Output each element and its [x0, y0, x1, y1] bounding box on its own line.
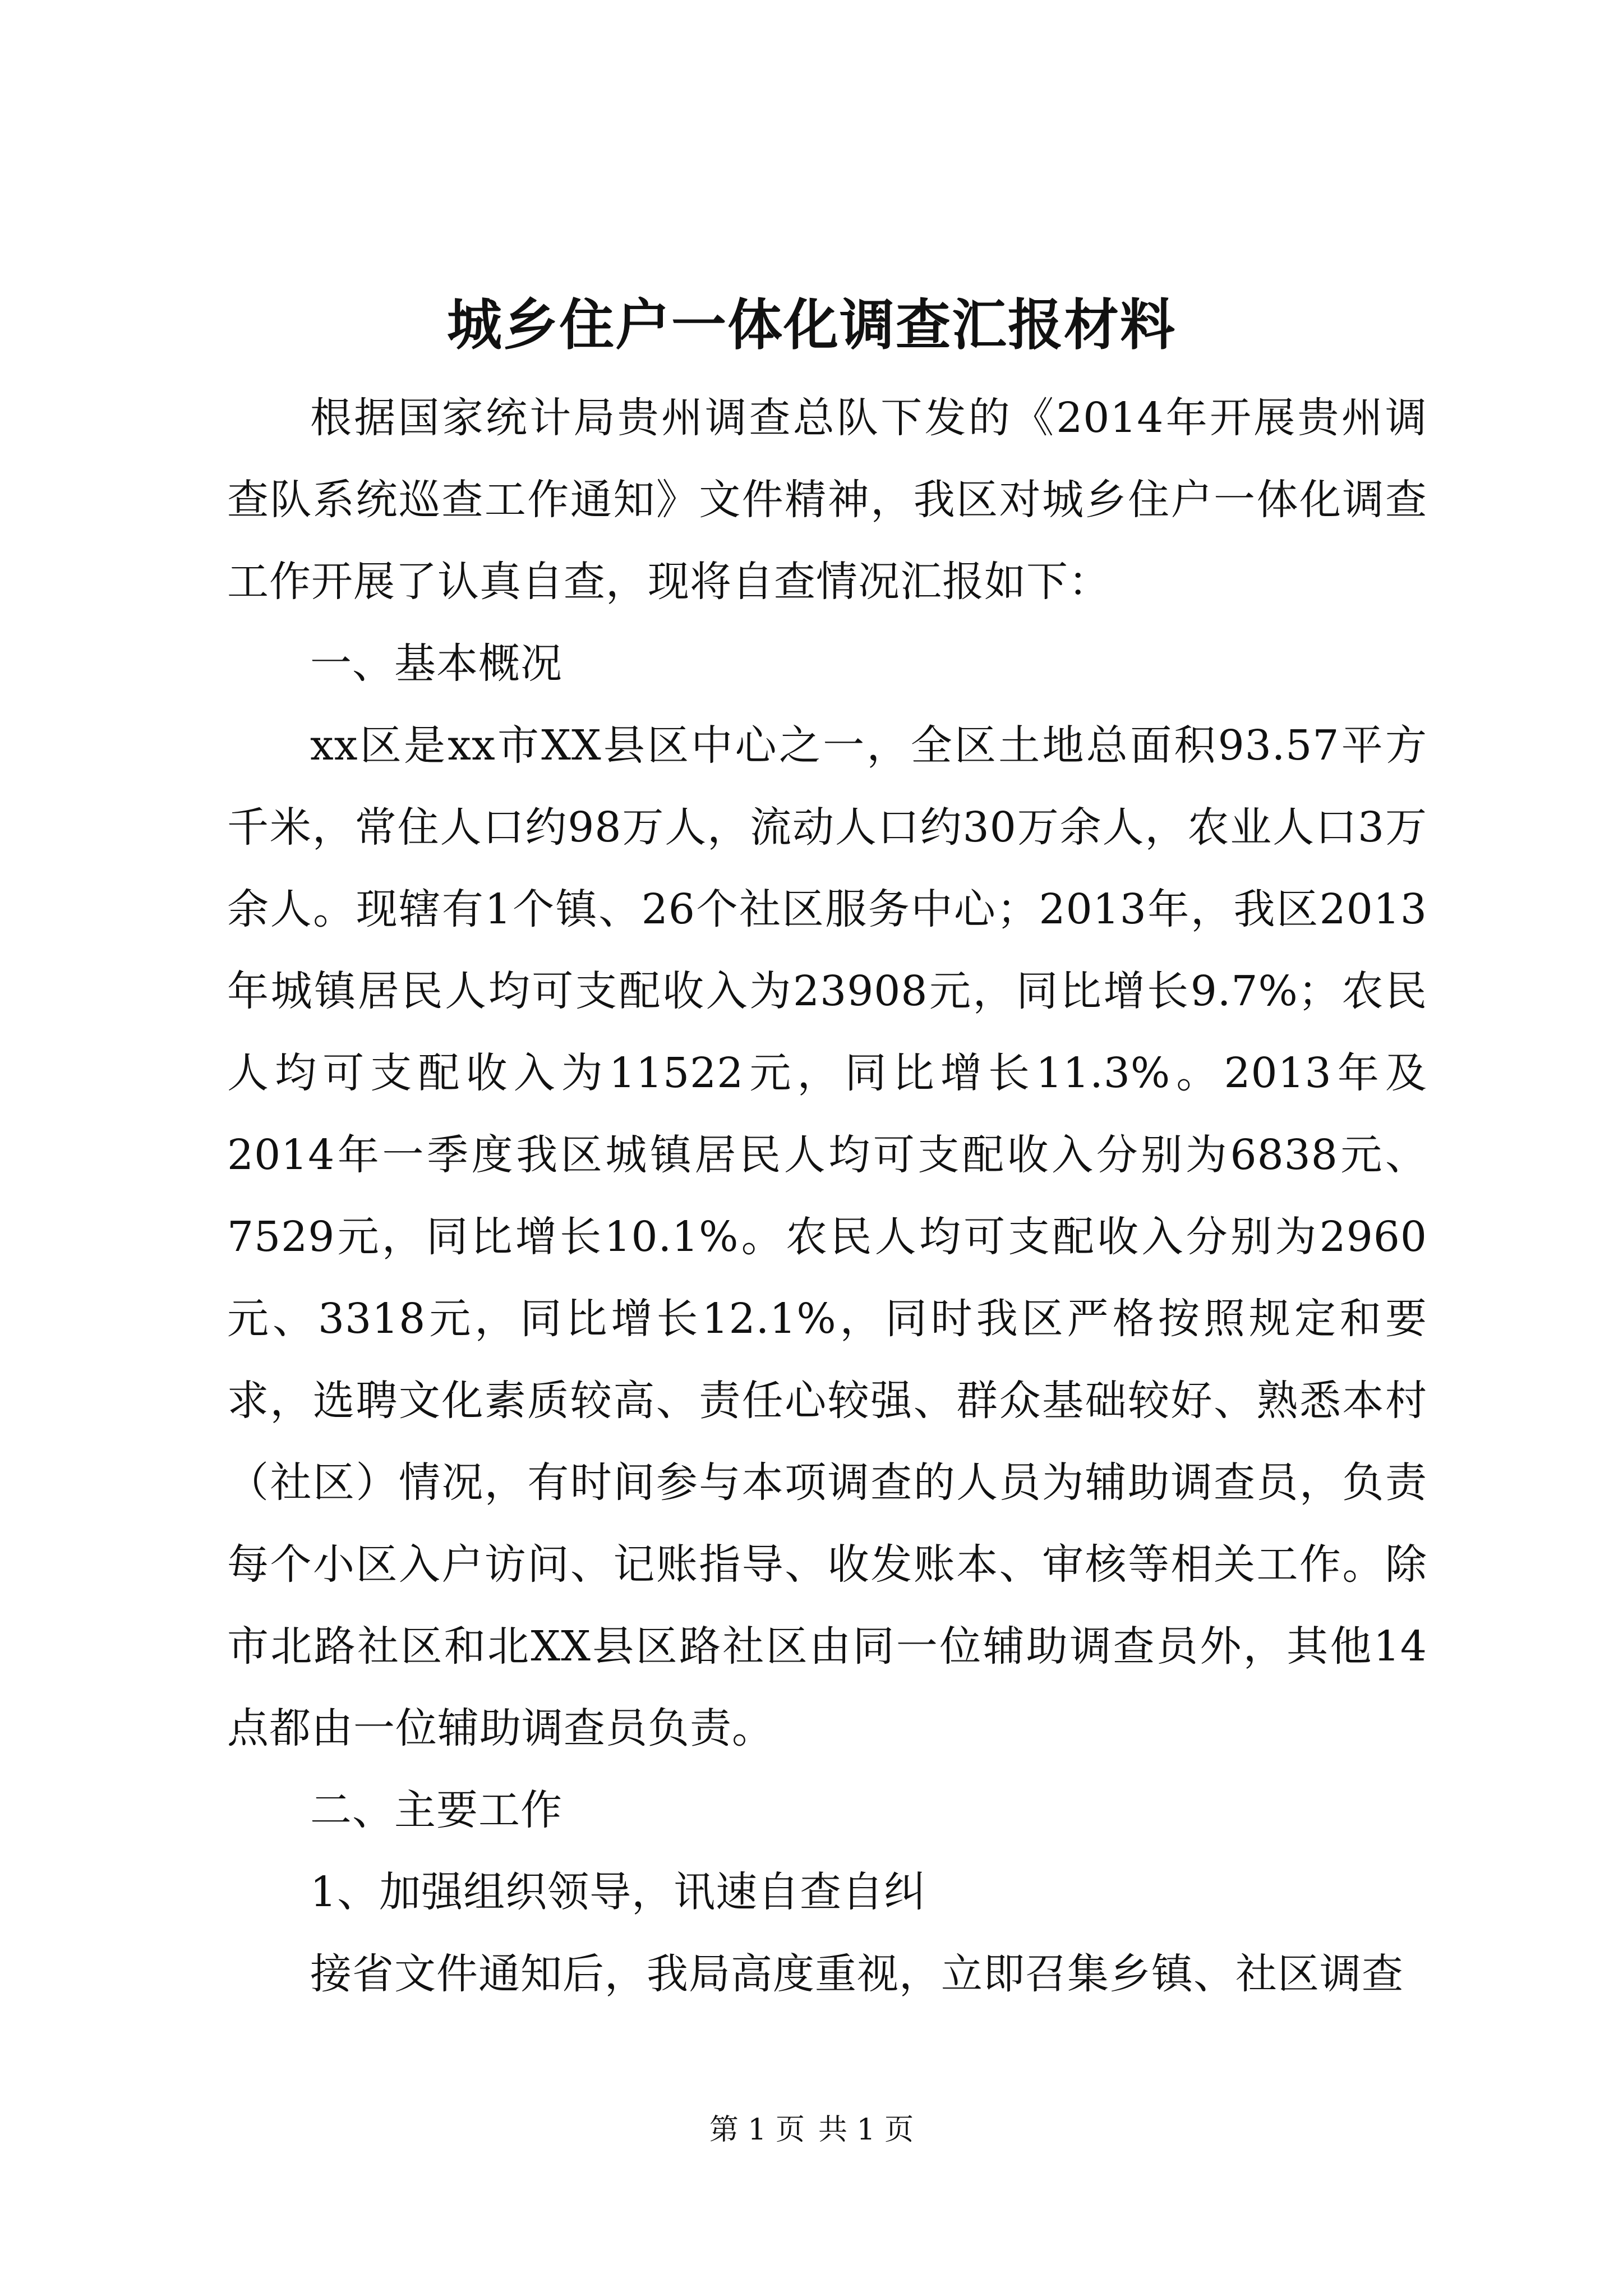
subsection-heading-leadership: 1、加强组织领导，讯速自查自纠 — [310, 1868, 926, 1916]
intro-paragraph: 根据国家统计局贵州调查总队下发的《2014年开展贵州调查队系统巡查工作通知》文件精神，我区对城乡住户一体化调查工作开展了认真自查，现将自查情况汇报如下： — [227, 394, 1427, 606]
page-footer — [0, 2110, 1623, 2150]
document-title: 城乡住户一体化调查汇报材料 — [446, 293, 1176, 357]
section-heading-overview: 一、基本概况 — [310, 639, 562, 688]
page-number: 第 1 页 — [709, 2113, 805, 2147]
page-total: 共 1 页 — [818, 2113, 914, 2147]
leadership-paragraph: 接省文件通知后，我局高度重视，立即召集乡镇、社区调查 — [310, 1950, 1404, 1998]
document-body — [227, 377, 1427, 2015]
section-heading-main-work: 二、主要工作 — [310, 1786, 562, 1834]
overview-paragraph: xx区是xx市XX县区中心之一，全区土地总面积93.57平方千米，常住人口约98万人，流动人口约30万余人，农业人口3万余人。现辖有1个镇、26个社区服务中心；2013年，我区2013年城镇居民人均可支配收入为23908元，同比增长9.7%；农民人均可支配收入为11522元，同比增长11.3%。2013年及2014年一季度我区城镇居民人均可支配收入分别为6838元、7529元，同比增长10.1%。农民人均可支配收入分别为2960元、3318元，同比增长12.1%，同时我区严格按照规定和要求，选聘文化素质较高、责任心较强、群众基础较好、熟悉本村（社区）情况，有时间参与本项调查的人员为辅助调查员，负责每个小区入户访问、记账指导、收发账本、审核等相关工作。除市北路社区和北XX县区路社区由同一位辅助调查员外，其他14点都由一位辅助调查员负责。 — [227, 721, 1427, 1752]
